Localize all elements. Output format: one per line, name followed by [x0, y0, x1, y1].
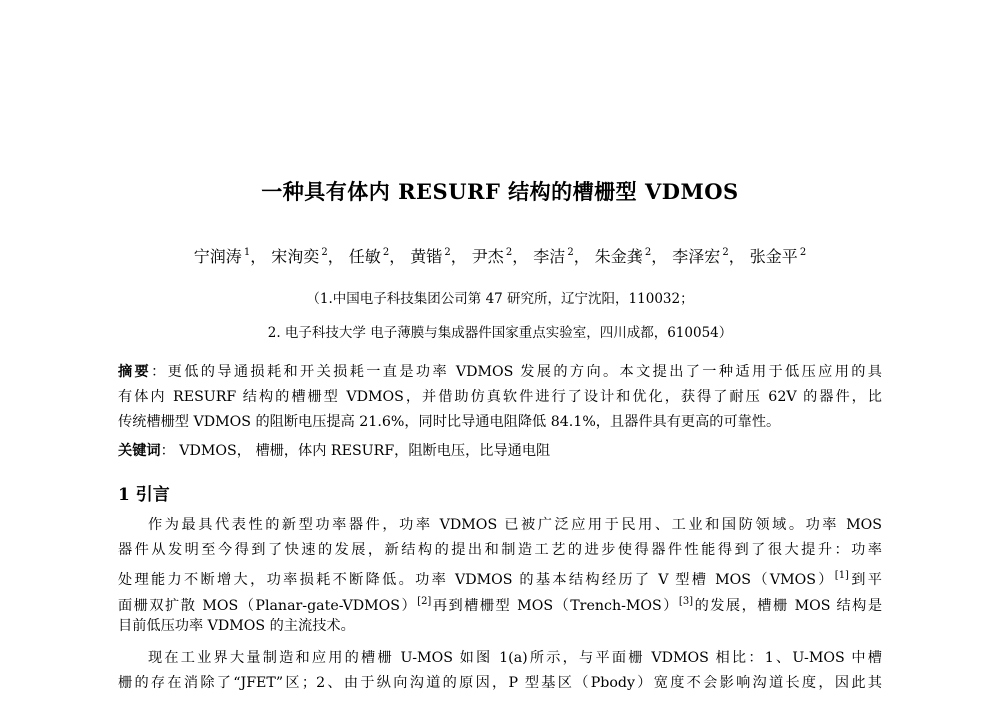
abstract-line: 传统槽栅型 VDMOS 的阻断电压提高 21.6%，同时比导通电阻降低 84.1%，且器件具有更高的可靠性。: [118, 414, 781, 431]
paragraph-1: [118, 513, 882, 639]
abstract-line: 摘要：更低的导通损耗和开关损耗一直是功率 VDMOS 发展的方向。本文提出了一种适用于低压应用的具: [118, 364, 882, 380]
author: 宋洵奕 $^2$，: [271, 247, 344, 266]
author: 尹杰 $^2$，: [471, 247, 529, 266]
citation-ref: [1]: [834, 570, 849, 582]
paragraph-line: 栅的存在消除了“JFET”区；2、由于纵向沟道的原因，P 型基区（Pbody）宽度不会影响沟道长度，因此其: [118, 675, 882, 692]
author: 朱金龚 $^2$，: [594, 247, 668, 266]
paragraph-line: 器件从发明至今得到了快速的发展，新结构的提出和制造工艺的进步使得器件性能得到了很大提升：功率: [118, 542, 882, 559]
paragraph-line: 处理能力不断增大，功率损耗不断降低。功率 VDMOS 的基本结构经历了 V 型槽 MOS（VMOS）[1]到平: [118, 570, 882, 589]
paragraph-line: 目前低压功率 VDMOS 的主流技术。: [118, 617, 355, 634]
abstract-label: 摘要: [118, 364, 152, 380]
author: 张金平 $^2$: [749, 247, 807, 266]
author: 宁润涛 $^1$，: [193, 247, 267, 266]
citation-ref: [3]: [678, 595, 694, 607]
author: 李洁 $^2$，: [533, 247, 590, 266]
citation-ref: [2]: [417, 595, 432, 607]
affiliation-1: （1.中国电子科技集团公司第 47 研究所，辽宁沈阳，110032；: [306, 291, 694, 307]
abstract: [118, 360, 882, 436]
paragraph-2: [118, 646, 882, 696]
author: 黄锴 $^2$，: [410, 247, 467, 266]
author: 任敏 $^2$，: [348, 247, 406, 266]
keywords-text: ： VDMOS， 槽栅，体内 RESURF，阻断电压，比导通电阻: [160, 443, 551, 459]
abstract-line: 有体内 RESURF 结构的槽栅型 VDMOS，并借助仿真软件进行了设计和优化，获得了耐压 62V 的器件，比: [118, 389, 882, 406]
author: 李泽宏 $^2$，: [672, 247, 745, 266]
paper-title: 一种具有体内 RESURF 结构的槽栅型 VDMOS: [261, 179, 739, 204]
author-list: [0, 244, 1000, 267]
paragraph-line: 现在工业界大量制造和应用的槽栅 U-MOS 如图 1(a)所示，与平面栅 VDMOS 相比：1、U-MOS 中槽: [148, 650, 882, 666]
paragraph-line: 作为最具代表性的新型功率器件，功率 VDMOS 已被广泛应用于民用、工业和国防领域。功率 MOS: [148, 517, 882, 533]
affiliation-2: 2. 电子科技大学 电子薄膜与集成器件国家重点实验室，四川成都，610054）: [267, 325, 733, 341]
section-heading: 1 引言: [118, 485, 170, 505]
keywords-label: 关键词: [118, 443, 161, 459]
keywords: [118, 439, 882, 464]
paragraph-line: 面栅双扩散 MOS（Planar-gate-VDMOS）[2]再到槽栅型 MOS（Trench-MOS）[3]的发展，槽栅 MOS 结构是: [118, 595, 882, 614]
